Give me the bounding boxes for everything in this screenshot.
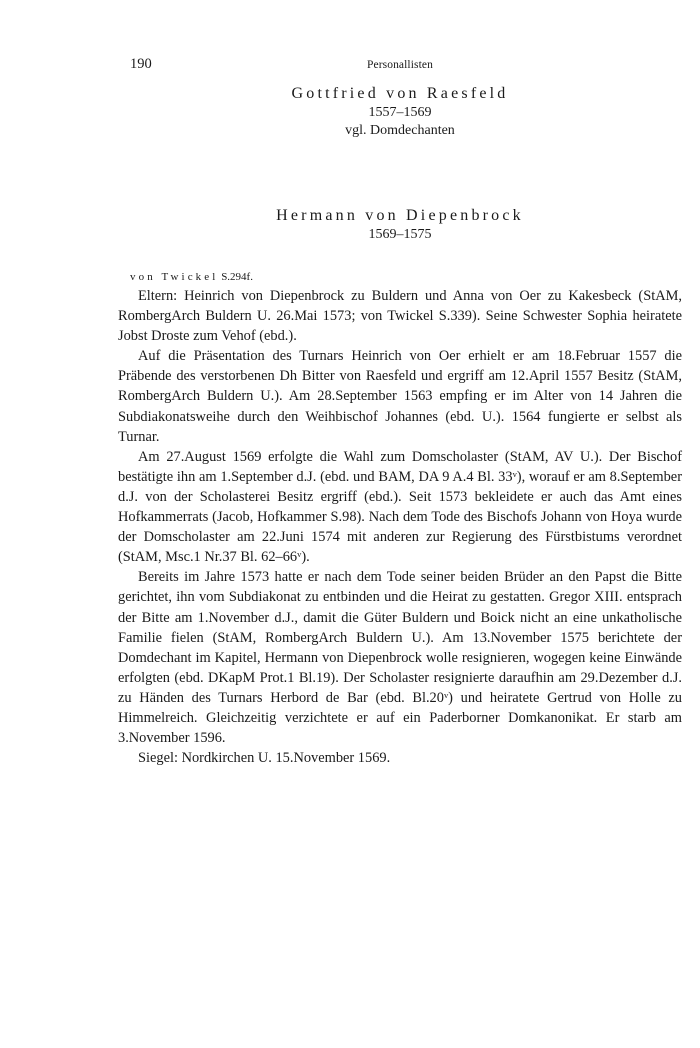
entry-gottfried-von-raesfeld xyxy=(0,84,700,140)
page-number: 190 xyxy=(130,56,152,72)
biography-text xyxy=(118,270,682,768)
entry-name: Hermann von Diepenbrock xyxy=(276,207,524,224)
source-author: von Twickel xyxy=(130,271,219,283)
paragraph-resignation: Bereits im Jahre 1573 hatte er nach dem Tode seiner beiden Brüder an den Papst die Bitte gerichtet, ihn vom Subdiakonat zu entbinden und die Heirat zu gestatten. Gregor XIII. entsprach der Bitte am 1.November d.J., damit die Güter Buldern und Boick nicht an eine unkatholische Familie fielen (StAM, RombergArch Buldern U.). Am 13.November 1575 berichtete der Domdechant im Kapitel, Hermann von Diepenbrock wolle resignieren, wogegen keine Einwände erfolgten (ebd. DKapM Prot.1 Bl.19). Der Scholaster resignierte daraufhin am 29.Dezember d.J. zu Händen des Turnars Herbord de Bar (ebd. Bl.20ᵛ) und heiratete Gertrud von Holle zu Himmelreich. Gleichzeitig verzichtete er auf ein Paderborner Domkanonikat. Er starb am 3.November 1596. xyxy=(118,569,682,747)
running-head: Personallisten xyxy=(367,59,433,71)
paragraph-parents: Eltern: Heinrich von Diepenbrock zu Buldern und Anna von Oer zu Kakesbeck (StAM, RombergArch Buldern U. 26.Mai 1573; von Twickel S.339). Seine Schwester Sophia heiratete Jobst Droste zum Vehof (ebd.). xyxy=(118,288,682,345)
source-page: S.294f. xyxy=(221,271,253,283)
entry-years: 1569–1575 xyxy=(368,227,432,242)
paragraph-prebend: Auf die Präsentation des Turnars Heinrich von Oer erhielt er am 18.Februar 1557 die Präbende des verstorbenen Dh Bitter von Raesfeld und ergriff am 12.April 1557 Besitz (StAM, RombergArch Buldern U.). Am 28.September 1563 empfing er im Alter von 14 Jahren die Subdiakonatsweihe durch den Weihbischof Johannes (ebd. U.). 1564 fungierte er selbst als Turnar. xyxy=(118,348,682,445)
entry-years: 1557–1569 xyxy=(368,105,432,120)
entry-hermann-von-diepenbrock xyxy=(0,206,700,244)
paragraph-scholaster: Am 27.August 1569 erfolgte die Wahl zum Domscholaster (StAM, AV U.). Der Bischof bestätigte ihn am 1.September d.J. (ebd. und BAM, DA 9 A.4 Bl. 33ᵛ), worauf er am 8.September d.J. von der Scholasterei Besitz ergriff (ebd.). Seit 1573 bekleidete er auch das Amt eines Hofkammerrats (Jacob, Hofkammer S.98). Nach dem Tode des Bischofs Johann von Hoya wurde der Domscholaster am 22.Juni 1574 mit anderen zur Regierung des Fürstbistums verordnet (StAM, Msc.1 Nr.37 Bl. 62–66ᵛ). xyxy=(118,448,682,566)
paragraph-seal: Siegel: Nordkirchen U. 15.November 1569. xyxy=(138,750,391,767)
source-reference xyxy=(130,270,682,285)
entry-name: Gottfried von Raesfeld xyxy=(291,85,509,102)
entry-cross-reference: vgl. Domdechanten xyxy=(345,123,455,138)
